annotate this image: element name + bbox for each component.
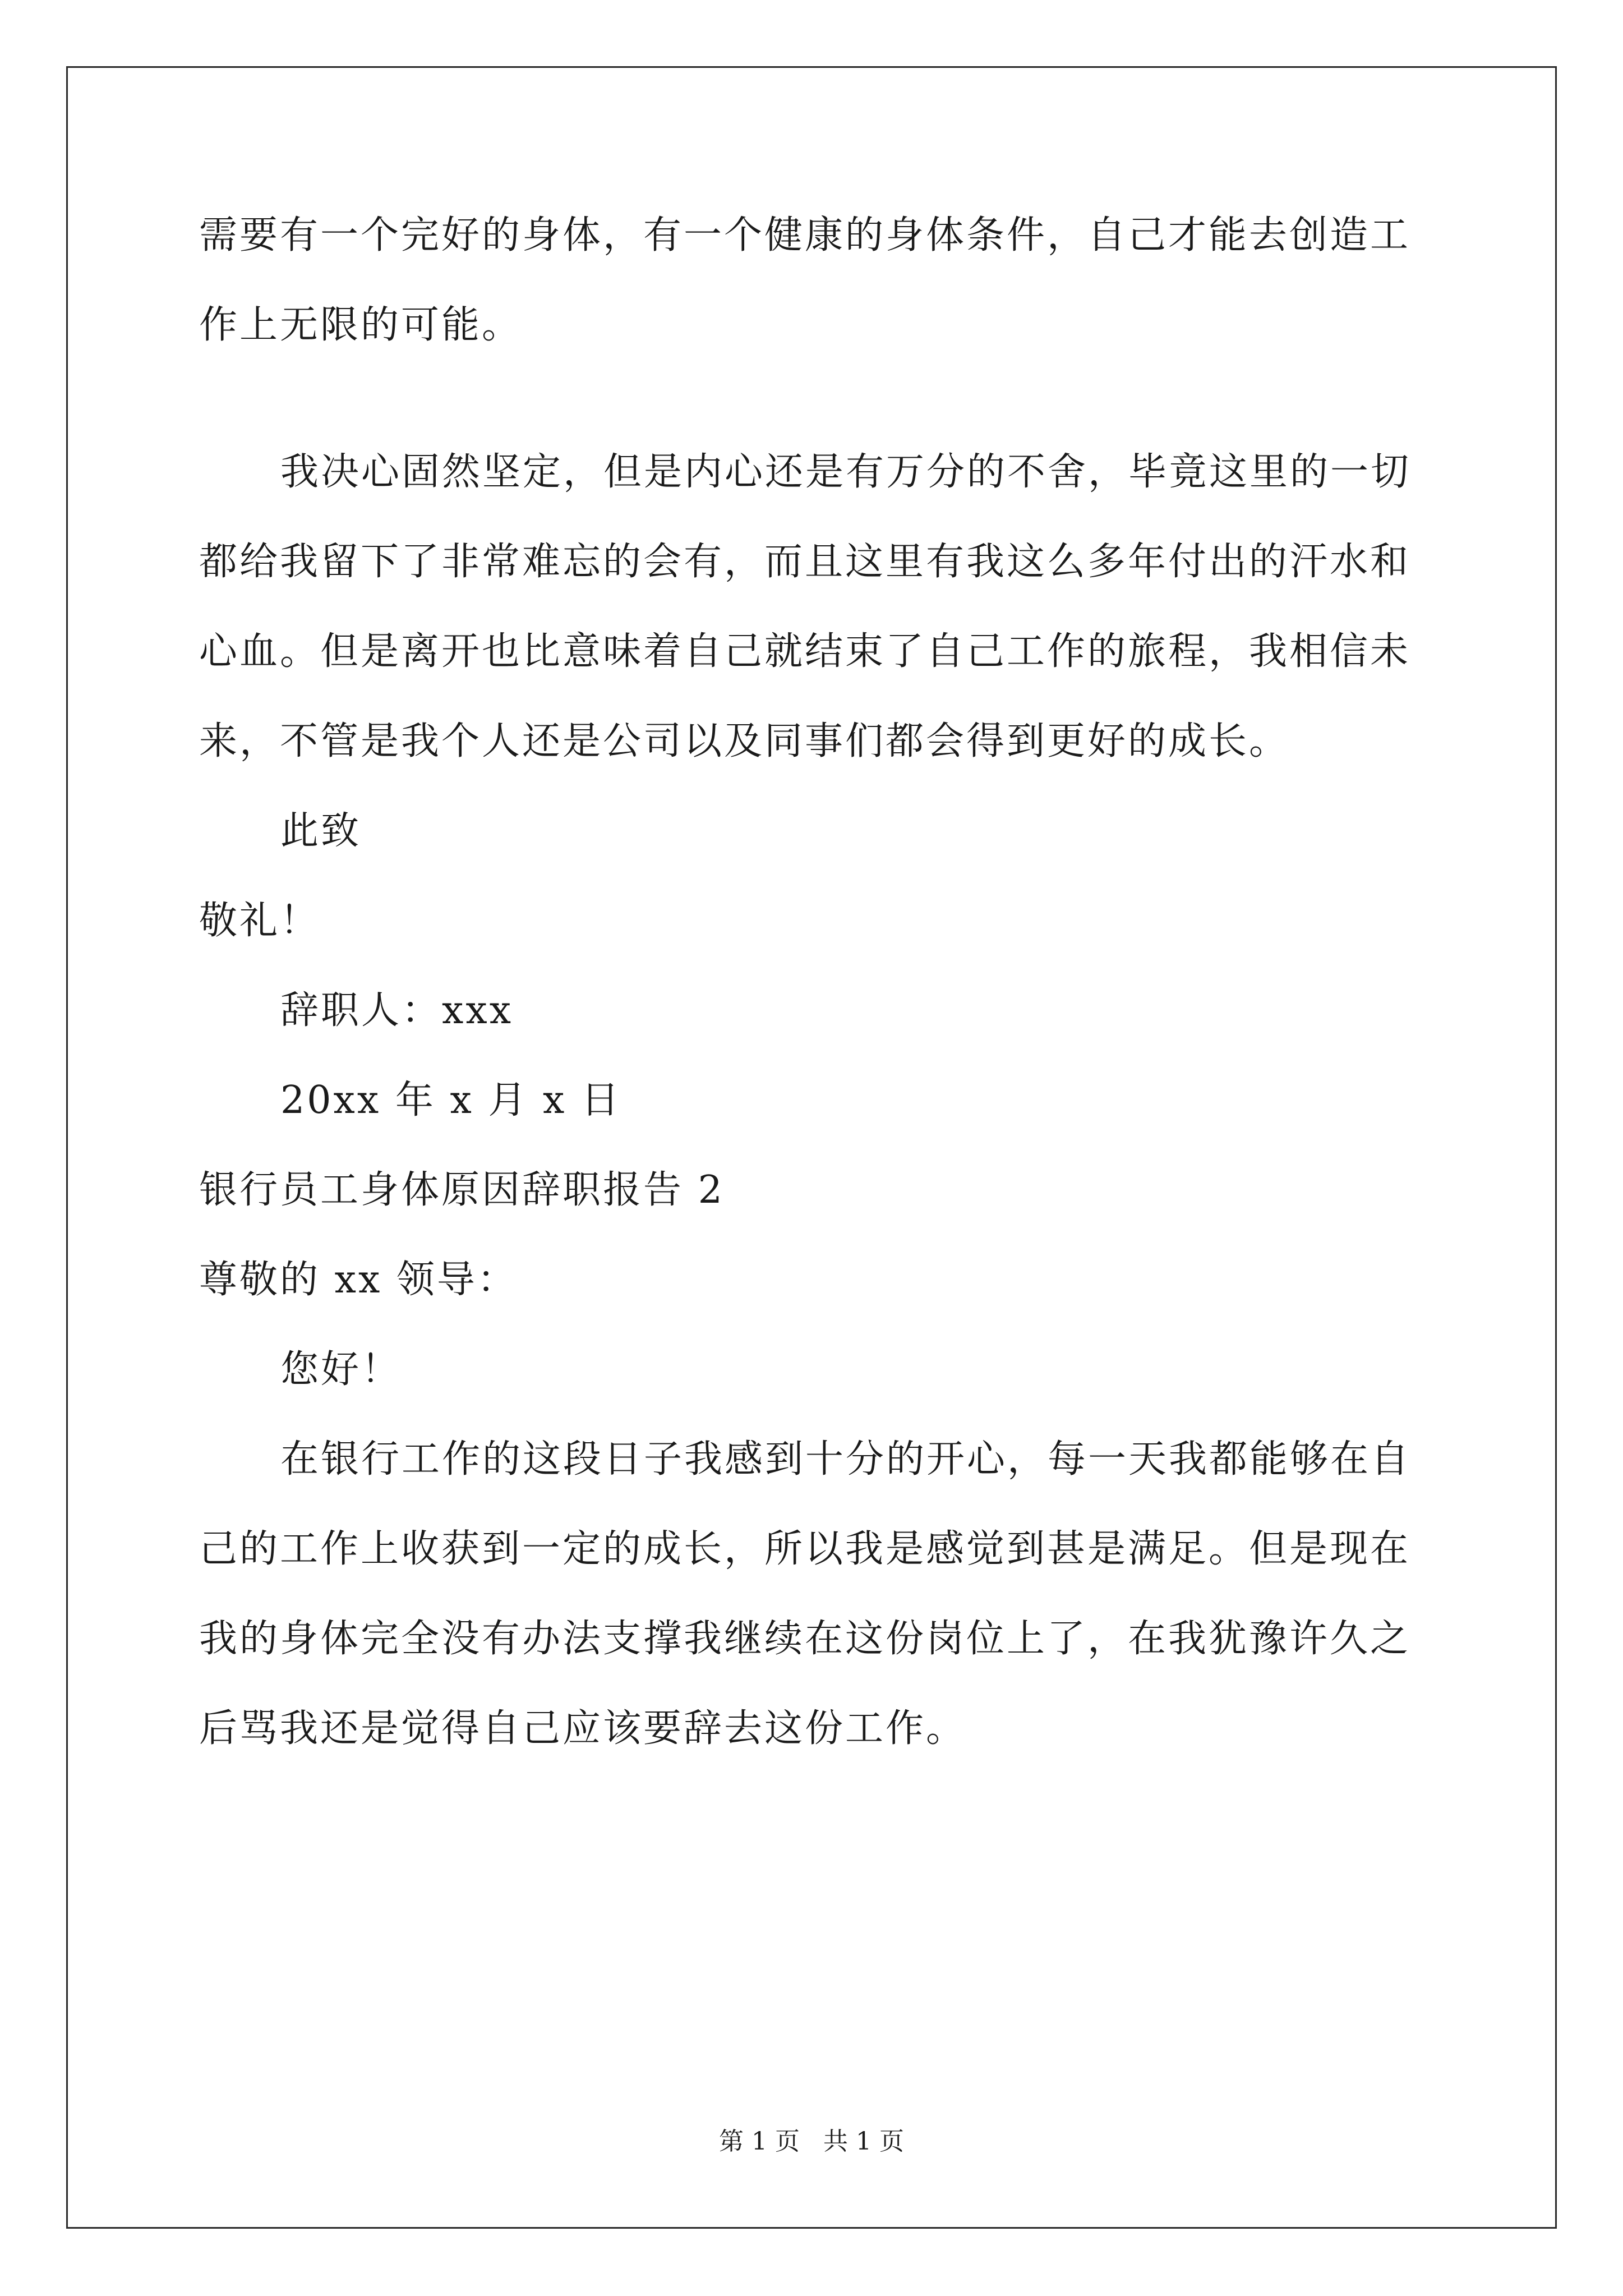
closing-line: 此致 [280, 809, 362, 853]
paragraph-line: 在银行工作的这段日子我感到十分的开心，每一天我都能够在自 [280, 1437, 1412, 1481]
section-title: 银行员工身体原因辞职报告 2 [199, 1168, 725, 1212]
signature-line: 辞职人：xxx [280, 988, 514, 1033]
paragraph-line: 需要有一个完好的身体，有一个健康的身体条件，自己才能去创造工 [199, 213, 1411, 257]
salutation-line: 敬礼！ [199, 899, 321, 943]
date-line: 20xx 年 x 月 x 日 [280, 1078, 622, 1122]
page-footer [0, 2125, 1623, 2159]
page-frame [66, 66, 1557, 2229]
paragraph-line: 我决心固然坚定，但是内心还是有万分的不舍，毕竟这里的一切 [280, 450, 1412, 494]
greeting-line: 您好！ [280, 1347, 402, 1392]
paragraph-line: 心血。但是离开也比意味着自己就结束了自己工作的旅程，我相信未 [199, 629, 1411, 674]
page-number-current: 第 1 页 [719, 2127, 800, 2156]
paragraph-line: 己的工作上收获到一定的成长，所以我是感觉到甚是满足。但是现在 [199, 1527, 1411, 1571]
paragraph-line: 我的身体完全没有办法支撑我继续在这份岗位上了，在我犹豫许久之 [199, 1617, 1411, 1661]
paragraph-line: 后骂我还是觉得自己应该要辞去这份工作。 [199, 1706, 967, 1751]
page-number-total: 共 1 页 [823, 2127, 904, 2156]
paragraph-line: 来，不管是我个人还是公司以及同事们都会得到更好的成长。 [199, 719, 1290, 763]
paragraph-line: 都给我留下了非常难忘的会有，而且这里有我这么多年付出的汗水和 [199, 540, 1411, 584]
paragraph-line: 作上无限的可能。 [199, 303, 523, 347]
greeting-line: 尊敬的 xx 领导： [199, 1258, 518, 1302]
